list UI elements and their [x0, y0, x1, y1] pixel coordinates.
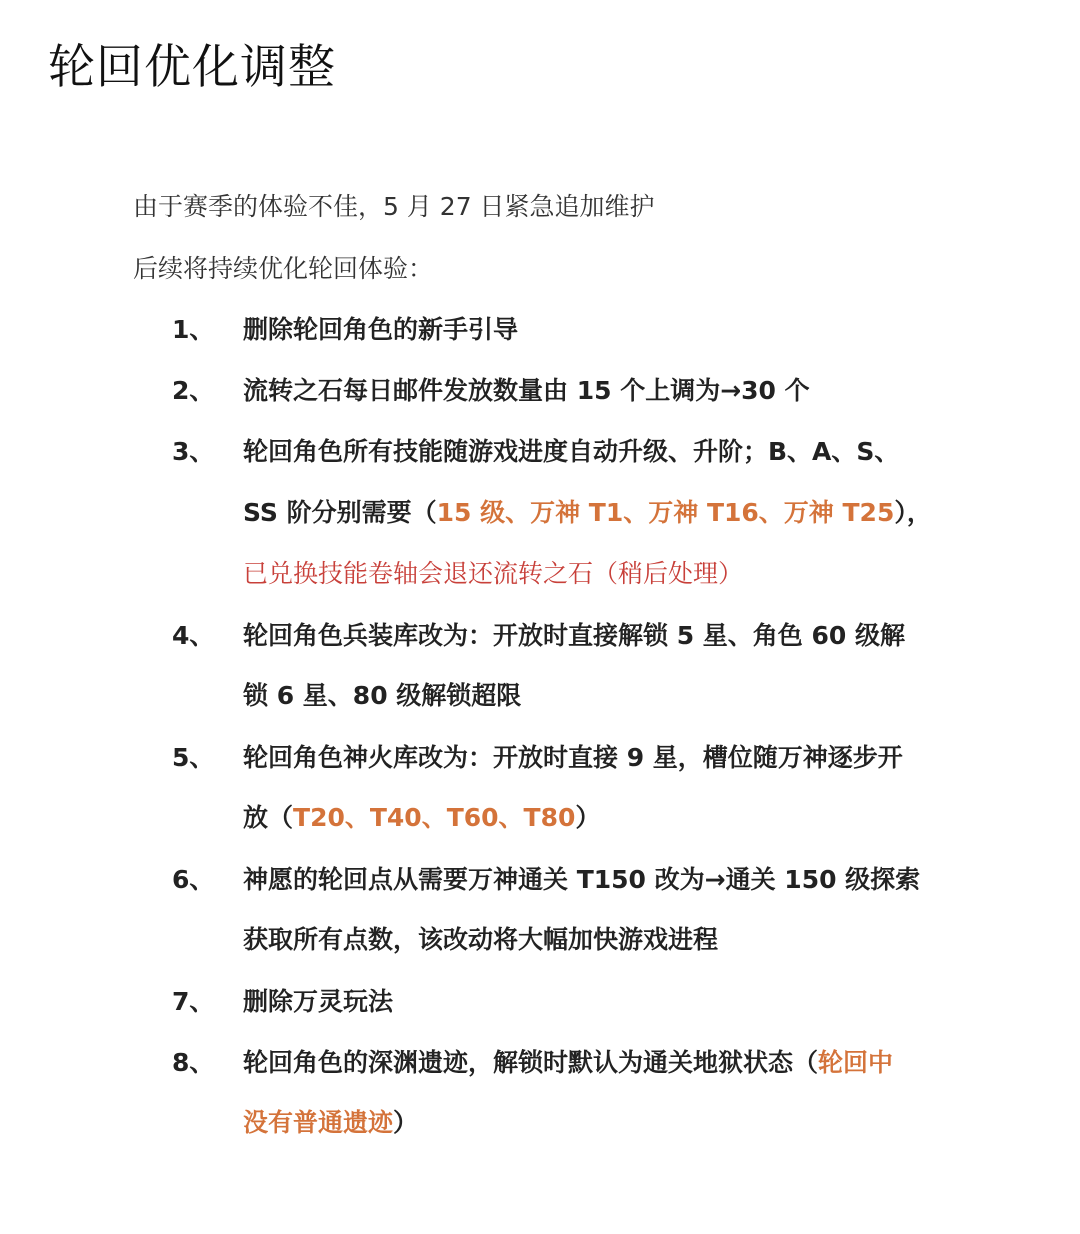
item-4-line-1: [243, 616, 963, 652]
note-text: 已兑换技能卷轴会退还流转之石（稍后处理）: [243, 559, 744, 588]
item-3-line-3: [243, 554, 963, 590]
text-segment: 删除轮回角色的新手引导: [243, 315, 519, 344]
item-1-line-1: [243, 310, 963, 346]
item-number-4: 4、: [172, 621, 215, 650]
item-8-line-1: [243, 1043, 963, 1079]
item-number-3: 3、: [172, 437, 215, 466]
item-5-line-1: [243, 738, 963, 774]
text-segment: 删除万灵玩法: [243, 987, 394, 1016]
text-segment: 锁 6 星、80 级解锁超限: [243, 681, 522, 710]
text-segment: ）: [393, 1108, 419, 1137]
text-segment: ）: [575, 803, 601, 832]
item-7-line-1: [243, 982, 963, 1018]
text-segment: 轮回角色的深渊遗迹，解锁时默认为通关地狱状态（: [243, 1048, 819, 1077]
highlight-text: T20、T40、T60、T80: [293, 803, 576, 832]
text-segment: 神愿的轮回点从需要万神通关 T150 改为→通关 150 级探索: [243, 865, 921, 894]
item-3-line-2: [243, 493, 963, 529]
item-3-line-1: [243, 432, 963, 468]
item-6-line-2: [243, 920, 963, 956]
intro-line-2: 后续将持续优化轮回体验：: [133, 254, 434, 283]
highlight-text: 轮回中: [818, 1048, 894, 1077]
highlight-text: 15 级、万神 T1、万神 T16、万神 T25: [436, 498, 895, 527]
item-number-5: 5、: [172, 743, 215, 772]
text-segment: 轮回角色神火库改为：开放时直接 9 星，槽位随万神逐步开: [243, 743, 903, 772]
text-segment: ），: [894, 498, 932, 527]
text-segment: 放（: [243, 803, 294, 832]
page-title: 轮回优化调整: [48, 40, 336, 95]
item-number-2: 2、: [172, 376, 215, 405]
item-2-line-1: [243, 371, 963, 407]
highlight-text: 没有普通遗迹: [243, 1108, 394, 1137]
item-number-1: 1、: [172, 315, 215, 344]
text-segment: 获取所有点数，该改动将大幅加快游戏进程: [243, 925, 719, 954]
item-number-6: 6、: [172, 865, 215, 894]
intro-line-1: 由于赛季的体验不佳，5 月 27 日紧急追加维护: [133, 192, 655, 221]
item-8-line-2: [243, 1103, 963, 1139]
item-4-line-2: [243, 676, 963, 712]
item-5-line-2: [243, 798, 963, 834]
item-number-8: 8、: [172, 1048, 215, 1077]
text-segment: 轮回角色所有技能随游戏进度自动升级、升阶；B、A、S、: [243, 437, 900, 466]
text-segment: SS 阶分别需要（: [243, 498, 437, 527]
item-number-7: 7、: [172, 987, 215, 1016]
text-segment: 流转之石每日邮件发放数量由 15 个上调为→30 个: [243, 376, 810, 405]
text-segment: 轮回角色兵装库改为：开放时直接解锁 5 星、角色 60 级解: [243, 621, 906, 650]
item-6-line-1: [243, 860, 963, 896]
